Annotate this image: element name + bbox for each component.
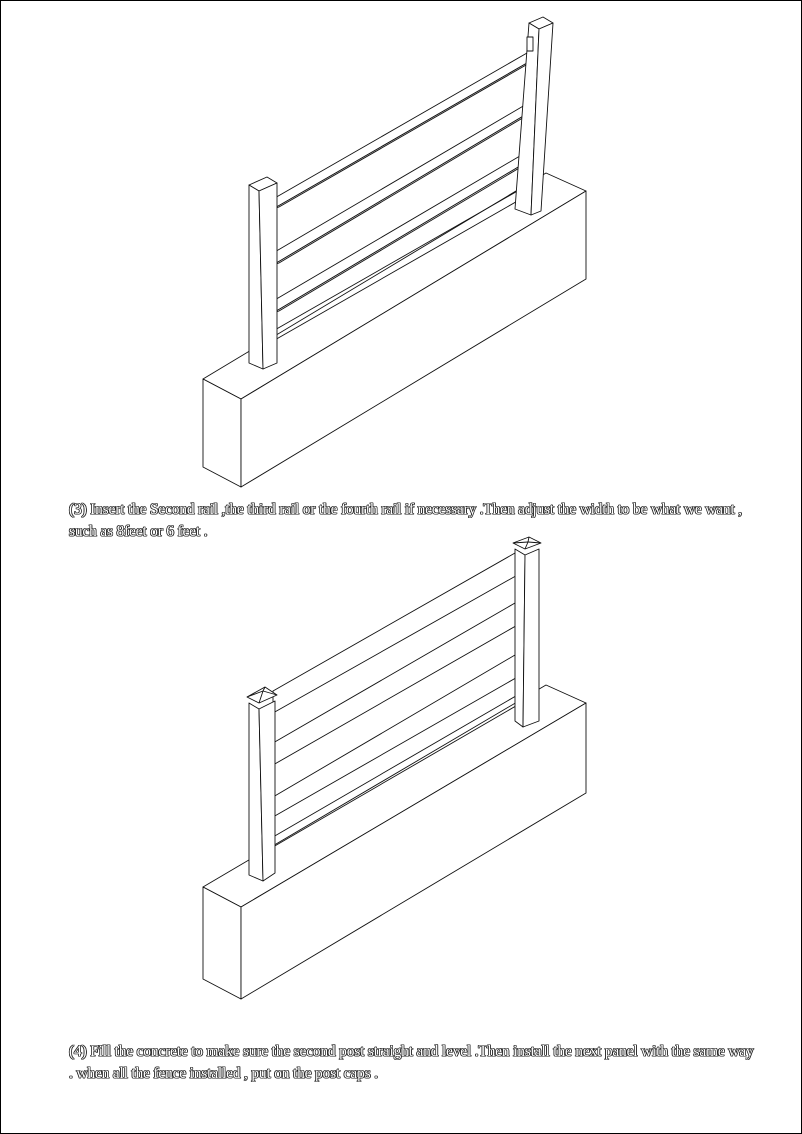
left-post bbox=[247, 687, 277, 881]
step-3-fence-illustration bbox=[1, 1, 802, 491]
right-post bbox=[513, 537, 541, 727]
step-4-text: Fill the concrete to make sure the second post straight and level .Then install the next panel with the same way . when all the fence installed , put on the post caps . bbox=[69, 1043, 754, 1082]
step-3-text: Insert the Second rail ,the third rail or the fourth rail if necessary .Then adjust the width to be what we want , such as 8feet or 6 feet . bbox=[69, 501, 742, 540]
step-4-caption bbox=[69, 1041, 759, 1085]
step-3-number: (3) bbox=[69, 501, 87, 518]
step-4-number: (4) bbox=[69, 1043, 87, 1060]
step-4-fence-illustration bbox=[1, 531, 802, 1031]
left-post bbox=[249, 177, 277, 369]
